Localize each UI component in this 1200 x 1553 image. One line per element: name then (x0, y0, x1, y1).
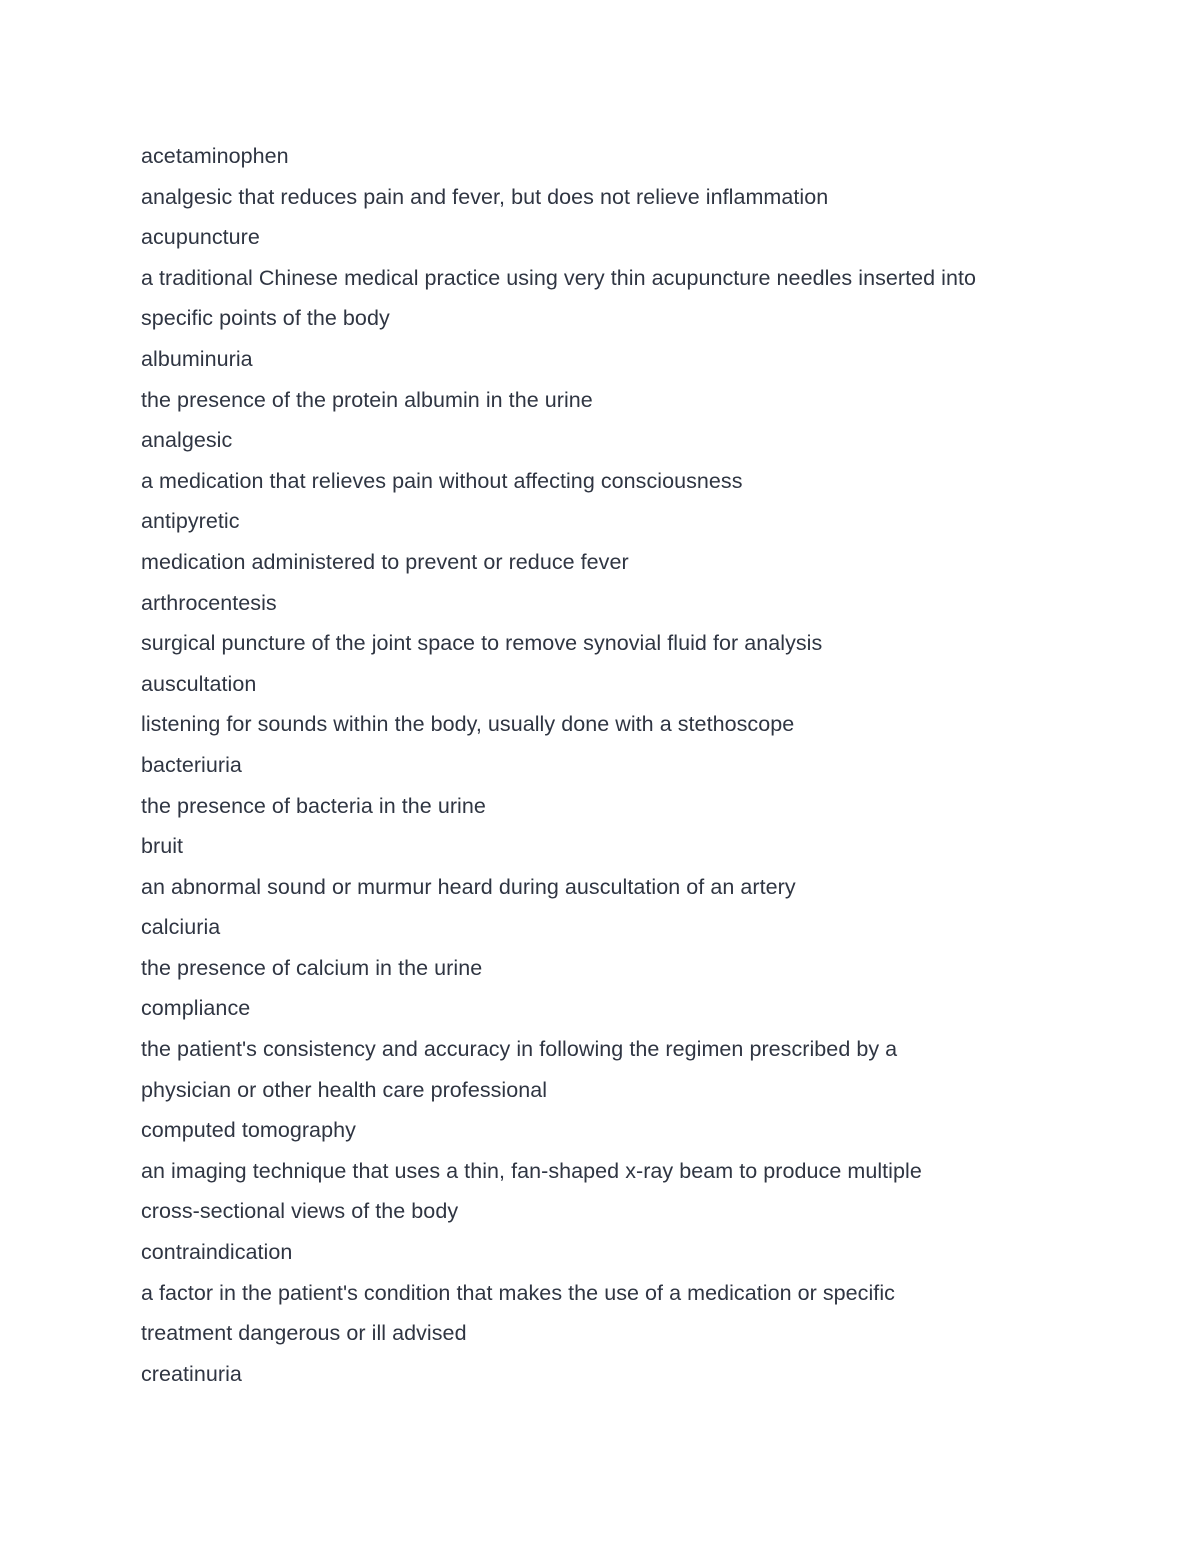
definition-calciuria: the presence of calcium in the urine (141, 955, 483, 980)
definition-acupuncture-line-2: specific points of the body (141, 306, 390, 331)
term-antipyretic: antipyretic (141, 509, 240, 534)
term-contraindication: contraindication (141, 1240, 293, 1265)
document-page (141, 136, 1101, 1394)
definition-antipyretic: medication administered to prevent or reduce fever (141, 549, 629, 574)
definition-bacteriuria: the presence of bacteria in the urine (141, 793, 486, 818)
definition-compliance-line-1: the patient's consistency and accuracy in following the regimen prescribed by a (141, 1037, 898, 1062)
definition-compliance-line-2: physician or other health care professional (141, 1077, 548, 1102)
definition-computed-tomography-line-2: cross-sectional views of the body (141, 1199, 459, 1224)
definition-computed-tomography-line-1: an imaging technique that uses a thin, fan-shaped x-ray beam to produce multiple (141, 1158, 922, 1183)
definition-arthrocentesis: surgical puncture of the joint space to remove synovial fluid for analysis (141, 631, 823, 656)
definition-albuminuria: the presence of the protein albumin in the urine (141, 387, 593, 412)
term-creatinuria: creatinuria (141, 1361, 242, 1386)
term-arthrocentesis: arthrocentesis (141, 590, 277, 615)
term-computed-tomography: computed tomography (141, 1118, 356, 1143)
term-acetaminophen: acetaminophen (141, 144, 289, 168)
definition-contraindication-line-2: treatment dangerous or ill advised (141, 1321, 467, 1346)
term-bruit: bruit (141, 834, 184, 859)
term-calciuria: calciuria (141, 915, 221, 940)
definition-auscultation: listening for sounds within the body, usually done with a stethoscope (141, 712, 795, 737)
definition-acupuncture-line-1: a traditional Chinese medical practice using very thin acupuncture needles inserted into (141, 265, 977, 290)
term-analgesic: analgesic (141, 428, 233, 453)
term-albuminuria: albuminuria (141, 346, 253, 371)
definition-contraindication-line-1: a factor in the patient's condition that makes the use of a medication or specific (141, 1280, 895, 1305)
definition-bruit: an abnormal sound or murmur heard during auscultation of an artery (141, 874, 796, 899)
definition-analgesic: a medication that relieves pain without affecting consciousness (141, 468, 743, 493)
term-auscultation: auscultation (141, 671, 257, 696)
term-bacteriuria: bacteriuria (141, 752, 242, 777)
term-acupuncture: acupuncture (141, 225, 260, 250)
term-compliance: compliance (141, 996, 251, 1021)
definition-acetaminophen: analgesic that reduces pain and fever, but does not relieve inflammation (141, 184, 829, 209)
